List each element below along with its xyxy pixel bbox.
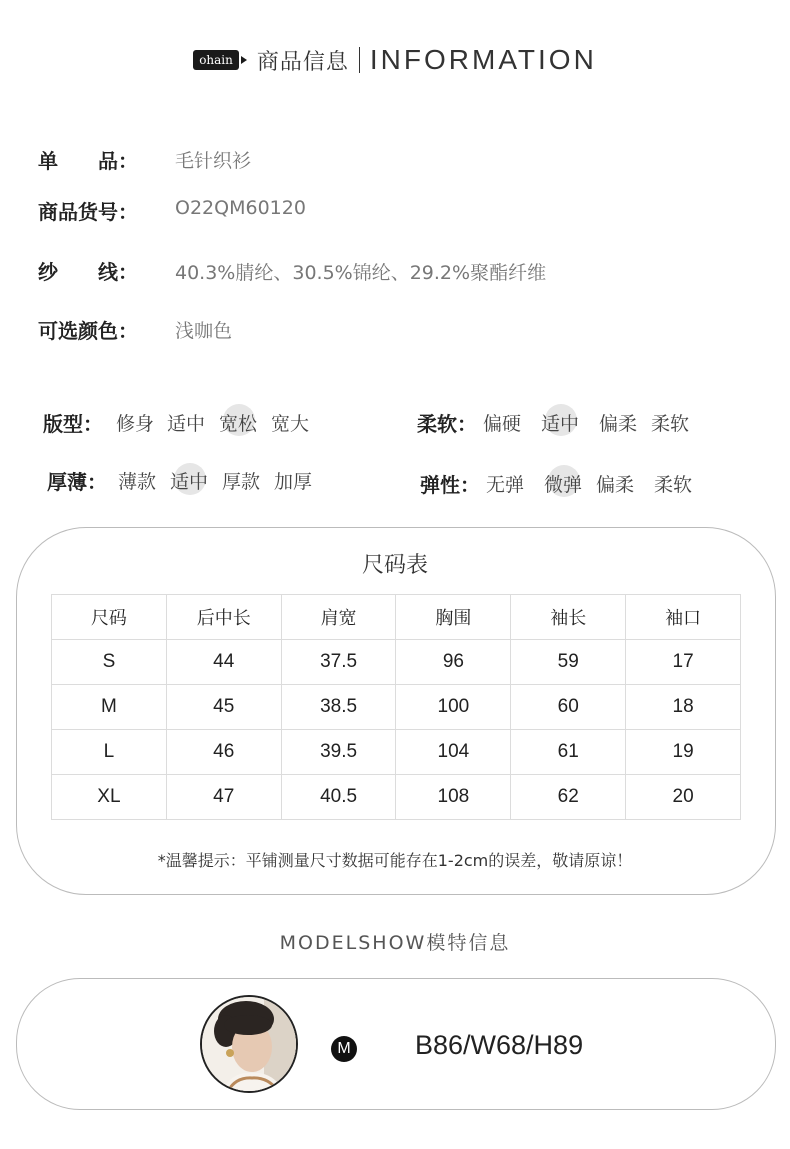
table-cell: 62 [511,775,626,820]
header-divider [359,47,360,73]
yarn-label: 纱 线： [38,260,138,284]
elasticity-option-selected: 微弹 [544,474,583,496]
table-cell: 39.5 [281,730,396,775]
thickness-label: 厚薄： [47,470,107,494]
softness-option-selected: 适中 [541,413,580,435]
elasticity-option: 无弹 [486,474,525,496]
table-row [52,685,741,730]
table-cell: 45 [166,685,281,730]
table-cell: 96 [396,640,511,685]
table-cell: XL [52,775,167,820]
softness-option: 偏硬 [483,413,522,435]
brand-arrow-icon [241,56,247,64]
table-cell: 40.5 [281,775,396,820]
model-avatar [200,995,298,1093]
table-row [52,775,741,820]
header-cell: 袖长 [511,595,626,640]
fit-option: 适中 [167,413,206,435]
elasticity-option: 柔软 [654,474,693,496]
model-section-title: MODELSHOW模特信息 [279,932,511,954]
thickness-option: 薄款 [118,471,157,493]
sku-value: O22QM60120 [175,197,306,219]
color-value: 浅咖色 [175,320,233,342]
header-cell: 尺码 [52,595,167,640]
yarn-value: 40.3%腈纶、30.5%锦纶、29.2%聚酯纤维 [175,262,547,284]
table-cell: 100 [396,685,511,730]
table-cell: 19 [626,730,741,775]
sku-label: 商品货号： [38,200,138,224]
model-measurements: B86/W68/H89 [415,1030,584,1060]
fit-option: 修身 [116,413,155,435]
thickness-option: 厚款 [222,471,261,493]
table-cell: 18 [626,685,741,730]
fit-label: 版型： [43,412,103,436]
softness-label: 柔软： [417,412,477,436]
fit-option: 宽大 [271,413,310,435]
table-cell: 38.5 [281,685,396,730]
table-row [52,730,741,775]
elasticity-option: 偏柔 [596,474,635,496]
elasticity-label: 弹性： [420,473,480,497]
table-cell: 59 [511,640,626,685]
table-cell: 44 [166,640,281,685]
header-cell: 后中长 [166,595,281,640]
table-cell: S [52,640,167,685]
size-table-header-row [52,595,741,640]
softness-option: 偏柔 [599,413,638,435]
model-info-card [16,978,776,1110]
page-header [0,40,790,80]
size-chart-title: 尺码表 [361,553,428,578]
table-cell: 60 [511,685,626,730]
header-title-en: INFORMATION [369,44,597,75]
header-cell: 胸围 [396,595,511,640]
table-cell: 17 [626,640,741,685]
fit-option-selected: 宽松 [219,413,258,435]
table-cell: L [52,730,167,775]
model-portrait-icon [202,997,296,1091]
thickness-option: 加厚 [274,471,313,493]
table-cell: 20 [626,775,741,820]
table-cell: 61 [511,730,626,775]
table-row [52,640,741,685]
header-cell: 肩宽 [281,595,396,640]
table-cell: 108 [396,775,511,820]
item-value: 毛针织衫 [175,150,252,172]
header-title-cn: 商品信息 [256,49,349,75]
brand-logo: ohain [193,50,239,70]
thickness-option-selected: 适中 [170,471,209,493]
table-cell: 46 [166,730,281,775]
table-cell: M [52,685,167,730]
item-label: 单 品： [38,149,138,173]
header-cell: 袖口 [626,595,741,640]
softness-option: 柔软 [651,413,690,435]
color-label: 可选颜色： [38,319,138,343]
table-cell: 47 [166,775,281,820]
table-cell: 37.5 [281,640,396,685]
model-size-badge: M [331,1036,357,1062]
size-table [51,594,741,820]
size-note: *温馨提示：平铺测量尺寸数据可能存在1-2cm的误差，敬请原谅！ [157,851,633,870]
table-cell: 104 [396,730,511,775]
